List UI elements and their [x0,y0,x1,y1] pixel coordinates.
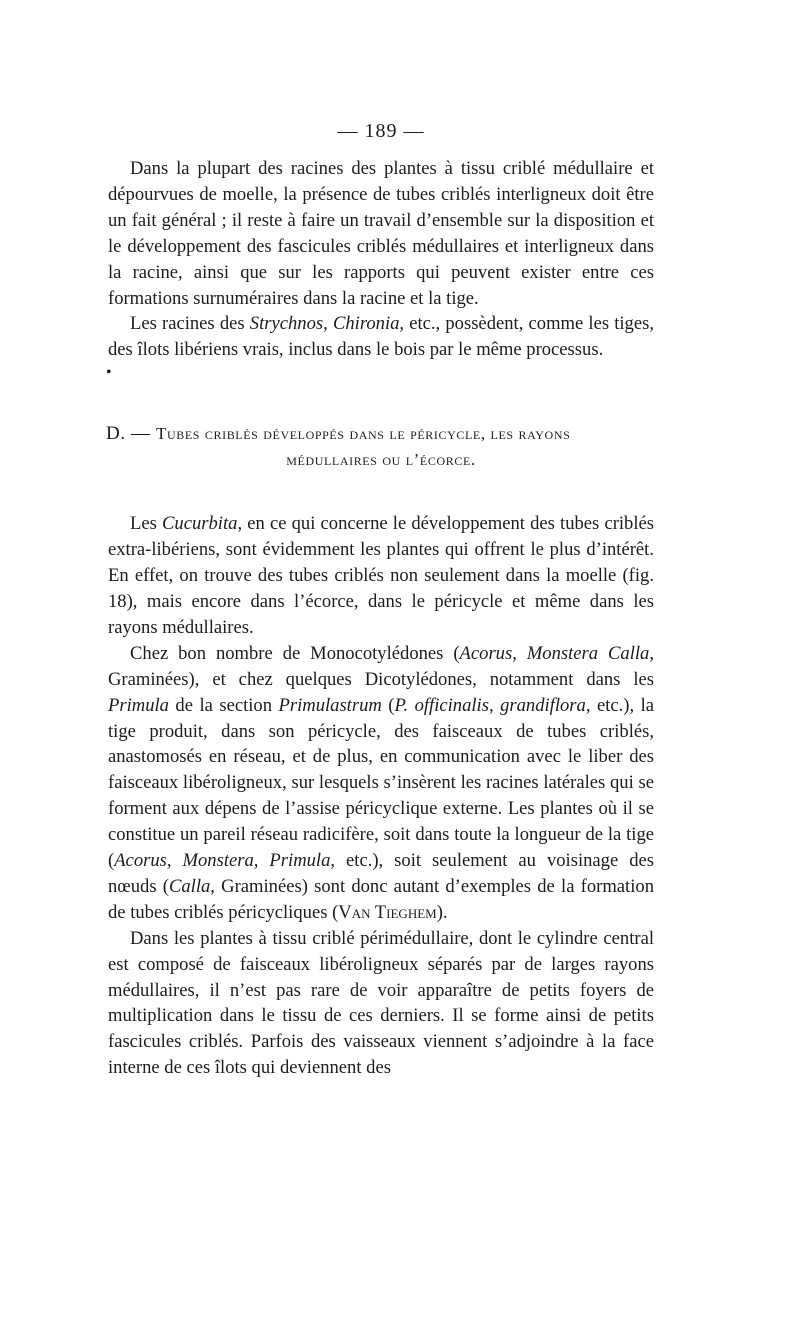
paragraph-roots-medullary: Dans la plupart des racines des plantes à tissu criblé médullaire et dépourvues de moelle, la présence de tubes criblés interligneux doit être un fait général ; il reste à faire un travail d’ensemble sur la disposition et le développement des fascicules criblés médullaires et interligneux dans la racine, ainsi que sur les rapports qui peuvent exister entre ces formations surnuméraires dans la racine et la tige. [108,158,654,309]
section-heading [108,421,654,473]
document-page [108,118,654,1081]
author-name: Van Tieghem [338,901,437,923]
section-heading-line2: médullaires ou l’écorce. [286,450,476,470]
section-heading-line1: D. — Tubes criblés développés dans le péricycle, les rayons [106,423,571,445]
paragraph-perimedullary: Dans les plantes à tissu criblé périmédullaire, dont le cylindre central est composé de faisceaux libéroligneux séparés par de larges rayons médullaires, il n’est pas rare de voir apparaître de petits foyers de multiplication dans le tissu de ces derniers. Il se forme ainsi de petits fascicules criblés. Parfois des vaisseaux viennent s’adjoindre à la face interne de ces îlots qui deviennent des [108,927,654,1079]
page-number: — 189 — [337,120,425,142]
paragraph-monocotyledons: Chez bon nombre de Monocotylédones (Acorus, Monstera Calla, Graminées), et chez quelques Dicotylédones, notamment dans les Primula de la section Primulastrum (P. officinalis, grandiflora, etc.), la tige produit, dans son péricycle, des faisceaux de tubes criblés, anastomosés en réseau, et de plus, en communication avec le liber des faisceaux libéroligneux, sur lesquels s’insèrent les racines latérales qui se forment aux dépens de l’assise péricyclique externe. Les plantes où il se constitue un pareil réseau radicifère, soit dans toute la longueur de la tige (Acorus, Monstera, Primula, etc.), soit seulement au voisinage des nœuds (Calla, Graminées) sont donc autant d’exemples de la formation de tubes criblés péricycliques (Van Tieghem). [108,642,655,923]
paragraph-cucurbita: Les Cucurbita, en ce qui concerne le développement des tubes criblés extra-libériens, sont évidemment les plantes qui offrent le plus d’intérêt. En effet, on trouve des tubes criblés non seulement dans la moelle (fig. 18), mais encore dans l’écorce, dans le péricycle et même dans les rayons médullaires. [108,513,655,638]
paragraph-strychnos: Les racines des Strychnos, Chironia, etc., possèdent, comme les tiges, des îlots libériens vrais, inclus dans le bois par le même processus. [108,313,654,361]
stray-mark: • [106,364,112,382]
